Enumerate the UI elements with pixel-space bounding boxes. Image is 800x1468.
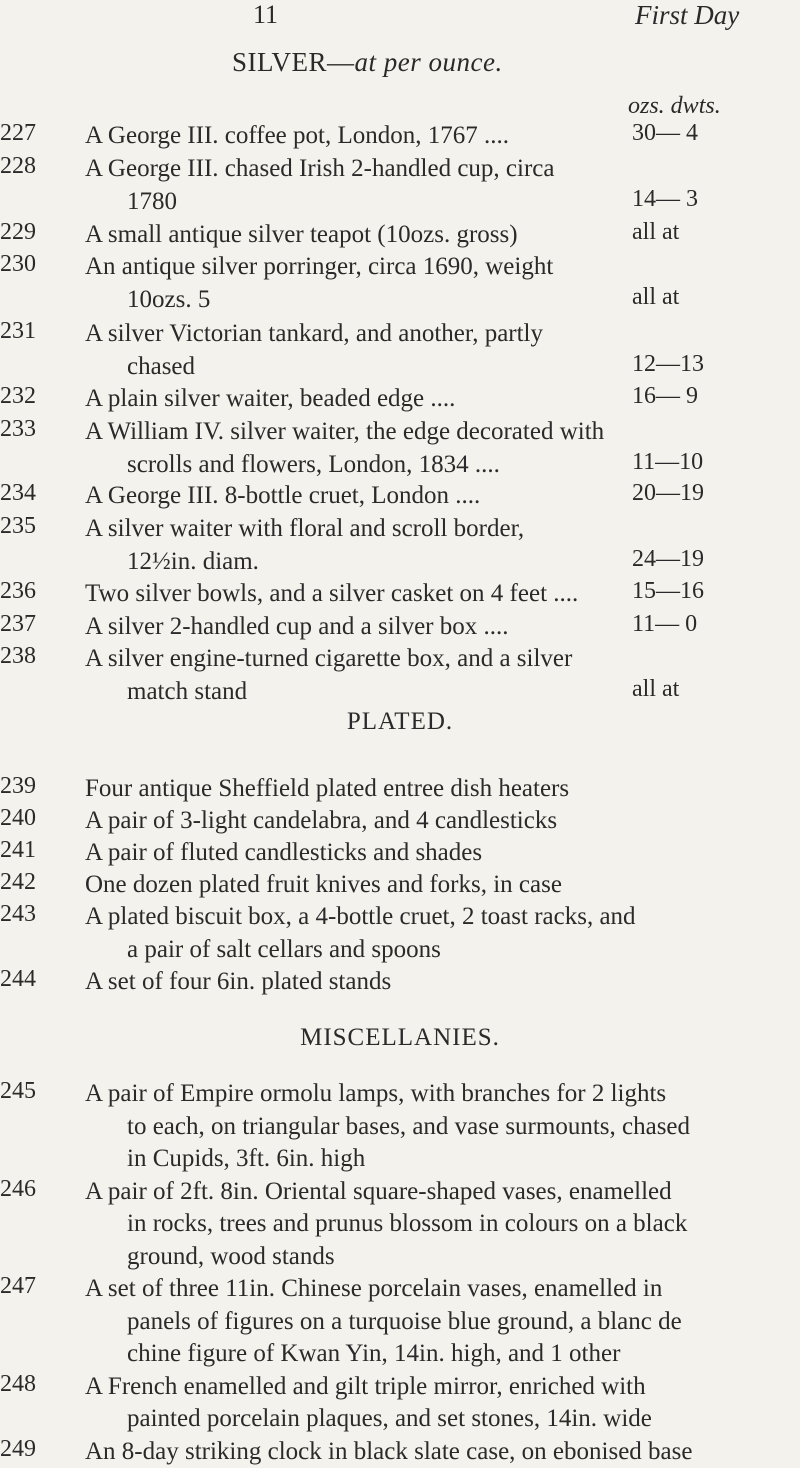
lot-description-line: Four antique Sheffield plated entree dish heaters (85, 773, 790, 806)
lot-description-line: 10ozs. 5 (85, 284, 790, 317)
lot-price: 30— 4 (632, 120, 792, 147)
lot-number: 231 (0, 318, 64, 345)
lot-description-line: A plain silver waiter, beaded edge .... (85, 383, 790, 416)
lot-description-line: a pair of salt cellars and spoons (85, 934, 790, 967)
lot-price: all at (632, 284, 792, 311)
lot-price: 11— 0 (632, 611, 792, 638)
lot-number: 240 (0, 805, 64, 832)
lot-price: 11—10 (632, 449, 792, 476)
lot-description-line: A silver Victorian tankard, and another, partly (85, 318, 790, 351)
lot-price: 14— 3 (632, 186, 792, 213)
lot-description-line: A plated biscuit box, a 4-bottle cruet, 2 toast racks, and (85, 901, 790, 934)
section-title-sub: at per ounce. (355, 47, 503, 77)
lot-number: 235 (0, 513, 64, 540)
lot-price: all at (632, 676, 792, 703)
lot-description-line: One dozen plated fruit knives and forks, in case (85, 869, 790, 902)
lot-description-line: chine figure of Kwan Yin, 14in. high, and 1 other (85, 1338, 790, 1371)
lot-description-line: ground, wood stands (85, 1241, 790, 1274)
lot-description-line: 12½in. diam. (85, 546, 790, 579)
lot-number: 241 (0, 837, 64, 864)
lot-description-line: A George III. coffee pot, London, 1767 .... (85, 120, 790, 153)
section-title-miscellanies: MISCELLANIES. (0, 1024, 800, 1052)
lot-number: 237 (0, 611, 64, 638)
lot-description (85, 805, 790, 838)
lot-description (85, 1078, 790, 1176)
lot-number: 248 (0, 1371, 64, 1398)
lot-number: 246 (0, 1176, 64, 1203)
lot-description (85, 1436, 790, 1468)
lot-number: 234 (0, 480, 64, 507)
lot-description-line: chased (85, 351, 790, 384)
lot-description-line: in rocks, trees and prunus blossom in colours on a black (85, 1208, 790, 1241)
lot-price: 24—19 (632, 546, 792, 573)
lot-price: 15—16 (632, 578, 792, 605)
lot-description-line: A pair of 2ft. 8in. Oriental square-shaped vases, enamelled (85, 1176, 790, 1209)
lot-number: 233 (0, 416, 64, 443)
lot-number: 242 (0, 869, 64, 896)
lot-description (85, 1371, 790, 1436)
lot-description-line: A small antique silver teapot (10ozs. gross) (85, 219, 790, 252)
lot-description-line: A set of four 6in. plated stands (85, 966, 790, 999)
running-header-day: First Day (635, 0, 739, 31)
lot-number: 227 (0, 120, 64, 147)
lot-description-line: A silver waiter with floral and scroll border, (85, 513, 790, 546)
lot-description-line: panels of figures on a turquoise blue ground, a blanc de (85, 1306, 790, 1339)
lot-description (85, 869, 790, 902)
lot-description-line: An antique silver porringer, circa 1690, weight (85, 251, 790, 284)
lot-description-line: A French enamelled and gilt triple mirror, enriched with (85, 1371, 790, 1404)
lot-description (85, 966, 790, 999)
lot-description (85, 1176, 790, 1274)
lot-description-line: A William IV. silver waiter, the edge decorated with (85, 416, 790, 449)
lot-description-line: Two silver bowls, and a silver casket on 4 feet .... (85, 578, 790, 611)
lot-description (85, 901, 790, 966)
lot-number: 238 (0, 643, 64, 670)
lot-number: 230 (0, 251, 64, 278)
lot-description-line: An 8-day striking clock in black slate case, on ebonised base (85, 1436, 790, 1468)
lot-description-line: A pair of fluted candlesticks and shades (85, 837, 790, 870)
lot-number: 245 (0, 1078, 64, 1105)
lot-price: 12—13 (632, 351, 792, 378)
lot-price: 20—19 (632, 480, 792, 507)
lot-description-line: A pair of Empire ormolu lamps, with branches for 2 lights (85, 1078, 790, 1111)
page-number: 11 (253, 0, 278, 30)
section-title-plated: PLATED. (0, 708, 800, 736)
lot-description (85, 1273, 790, 1371)
lot-description (85, 773, 790, 806)
lot-number: 249 (0, 1436, 64, 1463)
lot-number: 229 (0, 219, 64, 246)
lot-description-line: painted porcelain plaques, and set stones, 14in. wide (85, 1403, 790, 1436)
lot-description-line: scrolls and flowers, London, 1834 .... (85, 449, 790, 482)
lot-description-line: 1780 (85, 186, 790, 219)
section-title-main: SILVER— (232, 47, 355, 77)
lot-description-line: A pair of 3-light candelabra, and 4 candlesticks (85, 805, 790, 838)
lot-price: all at (632, 219, 792, 246)
lot-description-line: A set of three 11in. Chinese porcelain vases, enamelled in (85, 1273, 790, 1306)
lot-number: 244 (0, 966, 64, 993)
price-units-heading: ozs. dwts. (628, 93, 721, 120)
lot-number: 243 (0, 901, 64, 928)
lot-number: 247 (0, 1273, 64, 1300)
lot-description-line: match stand (85, 676, 790, 709)
lot-number: 228 (0, 153, 64, 180)
lot-description-line: in Cupids, 3ft. 6in. high (85, 1143, 790, 1176)
section-title-silver (232, 47, 503, 78)
lot-description-line: A silver engine-turned cigarette box, and a silver (85, 643, 790, 676)
lot-description-line: A silver 2-handled cup and a silver box .... (85, 611, 790, 644)
lot-description-line: to each, on triangular bases, and vase surmounts, chased (85, 1111, 790, 1144)
lot-number: 236 (0, 578, 64, 605)
lot-price: 16— 9 (632, 383, 792, 410)
lot-number: 232 (0, 383, 64, 410)
lot-description-line: A George III. chased Irish 2-handled cup, circa (85, 153, 790, 186)
lot-description (85, 837, 790, 870)
lot-description-line: A George III. 8-bottle cruet, London .... (85, 480, 790, 513)
lot-number: 239 (0, 773, 64, 800)
